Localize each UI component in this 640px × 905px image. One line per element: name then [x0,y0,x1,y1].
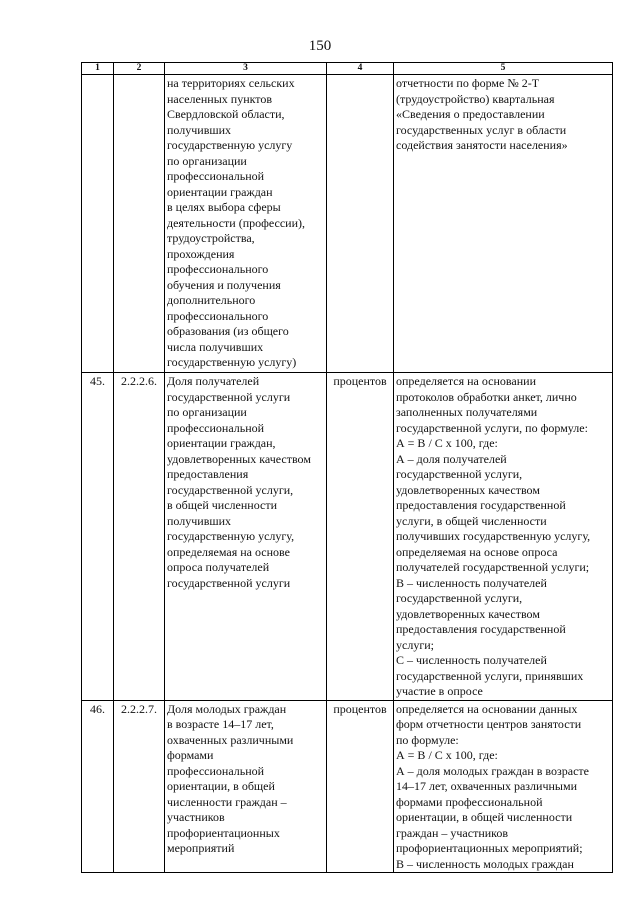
cell-line: прохождения [167,246,235,261]
cell-line: определяемая на основе [167,544,290,559]
row-description [165,373,327,701]
cell-line: А = В / С х 100, где: [396,436,498,450]
cell-line: предоставления государственной [396,498,566,512]
cell-line: Доля получателей [167,374,260,388]
row-method [394,373,613,701]
cell-line: определяется на основании данных [396,701,578,716]
cell-line: удовлетворенных качеством [167,451,311,466]
cell-line: дополнительного [167,293,256,307]
cell-line: услуги; [396,637,434,652]
cell-line: профессиональной [167,420,265,435]
cell-line: государственную услугу [167,138,293,152]
cell-line: государственной услуги [167,389,291,404]
cell-line: государственной услуги, принявших [396,668,584,683]
cell-line: деятельности (профессии), [167,215,306,230]
header-col-1: 1 [82,63,114,75]
cell-line: по организации [167,153,247,168]
cell-line: государственную услугу) [167,355,297,369]
row-unit [327,75,394,373]
table-row [82,700,613,873]
table-row [82,373,613,701]
row-unit: процентов [327,373,394,701]
row-code: 2.2.2.7. [114,700,165,873]
cell-line: профориентационных [167,825,280,840]
row-unit: процентов [327,700,394,873]
cell-line: формами [167,748,214,762]
cell-line: (трудоустройство) квартальная [396,91,555,106]
cell-line: участников [167,810,225,824]
cell-line: числа получивших [167,339,264,354]
cell-line: А – доля получателей [396,451,507,466]
cell-line: получивших [167,513,232,528]
row-code: 2.2.2.6. [114,373,165,701]
cell-line: отчетности по форме № 2-Т [396,76,540,90]
cell-line: по формуле: [396,732,459,747]
cell-line: Доля молодых граждан [167,701,287,716]
cell-line: ориентации граждан [167,184,273,199]
table-row [82,75,613,373]
cell-line: В – численность молодых граждан [396,856,574,871]
cell-line: профессиональной [167,763,265,778]
table-header-row [82,63,613,75]
cell-line: Свердловской области, [167,107,285,121]
cell-line: государственную услугу, [167,529,295,543]
row-method [394,700,613,873]
cell-line: участие в опросе [396,684,483,698]
row-number: 46. [82,700,114,873]
cell-line: содействия занятости населения» [396,138,568,152]
cell-line: удовлетворенных качеством [396,482,540,497]
indicators-table [81,62,613,873]
cell-line: граждан – участников [396,825,509,840]
cell-line: образования (из общего [167,324,289,338]
cell-line: на территориях сельских [167,76,295,90]
cell-line: получателей государственной услуги; [396,560,590,574]
cell-line: в общей численности [167,498,277,512]
cell-line: ориентации, в общей [167,779,275,793]
cell-line: В – численность получателей [396,575,547,590]
cell-line: в возрасте 14–17 лет, [167,717,274,731]
header-col-5: 5 [394,63,613,75]
cell-line: в целях выбора сферы [167,200,281,214]
cell-line: профессиональной [167,169,265,183]
cell-line: протоколов обработки анкет, лично [396,389,577,404]
cell-line: форм отчетности центров занятости [396,717,582,731]
cell-line: трудоустройства, [167,231,255,245]
cell-line: предоставления [167,467,249,481]
row-description [165,75,327,373]
row-description [165,700,327,873]
cell-line: охваченных различными [167,732,294,747]
row-number: 45. [82,373,114,701]
cell-line: А – доля молодых граждан в возрасте [396,763,589,778]
cell-line: 14–17 лет, охваченных различными [396,779,577,793]
cell-line: получивших государственную услугу, [396,529,591,543]
cell-line: государственных услуг в области [396,122,567,137]
cell-line: профориентационных мероприятий; [396,841,583,855]
cell-line: численности граждан – [167,794,287,809]
cell-line: заполненных получателями [396,405,538,419]
cell-line: опроса получателей [167,560,270,574]
cell-line: государственной услуги [167,575,291,590]
cell-line: услуги, в общей численности [396,513,547,528]
cell-line: удовлетворенных качеством [396,606,540,621]
row-code [114,75,165,373]
header-col-2: 2 [114,63,165,75]
cell-line: государственной услуги, [396,467,523,481]
header-col-3: 3 [165,63,327,75]
cell-line: профессионального [167,308,269,323]
header-col-4: 4 [327,63,394,75]
cell-line: получивших [167,122,232,137]
row-number [82,75,114,373]
cell-line: обучения и получения [167,277,281,292]
cell-line: государственной услуги, по формуле: [396,420,588,435]
cell-line: мероприятий [167,841,235,855]
cell-line: определяется на основании [396,374,536,388]
cell-line: ориентации, в общей численности [396,810,573,824]
cell-line: предоставления государственной [396,622,566,636]
cell-line: А = В / С х 100, где: [396,748,498,762]
page-number: 150 [308,38,332,54]
cell-line: формами профессиональной [396,794,543,809]
cell-line: государственной услуги, [396,591,523,605]
cell-line: населенных пунктов [167,91,273,106]
cell-line: ориентации граждан, [167,436,276,450]
cell-line: профессионального [167,262,269,276]
cell-line: по организации [167,405,247,419]
row-method [394,75,613,373]
cell-line: определяемая на основе опроса [396,544,558,559]
cell-line: государственной услуги, [167,482,294,497]
cell-line: С – численность получателей [396,653,547,667]
cell-line: «Сведения о предоставлении [396,107,545,121]
